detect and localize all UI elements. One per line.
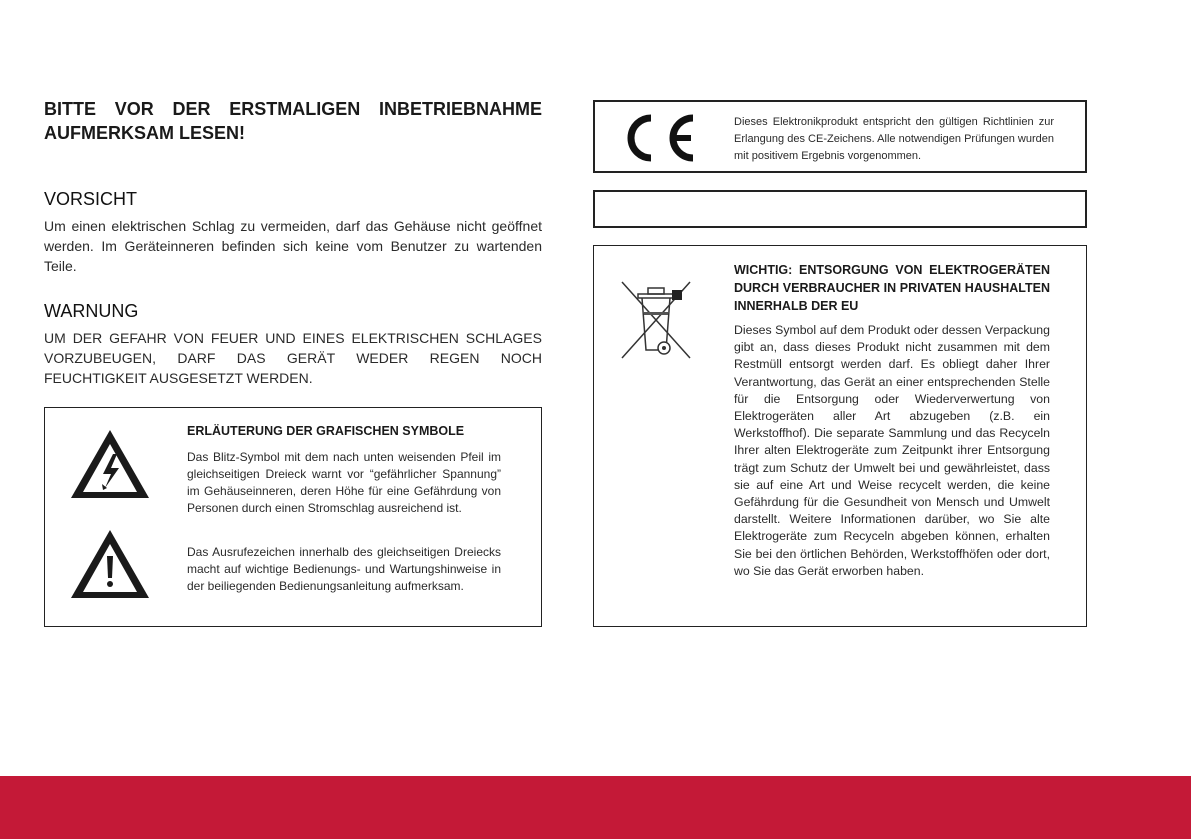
ce-text: Dieses Elektronikprodukt entspricht den gültigen Richtlinien zur Erlangung des CE-Zeichens. Alle notwendigen Prüfungen wurden mit positivem Ergebnis vorgenommen. [734,116,1054,162]
ce-mark-logo [615,110,699,171]
page-title: BITTE VOR DER ERSTMALIGEN INBETRIEBNAHME AUFMERKSAM LESEN! [44,99,542,143]
lightning-explanation: Das Blitz-Symbol mit dem nach unten weisenden Pfeil im gleichseitigen Dreieck warnt vor “gefährlicher Spannung” im Gehäuseinneren, deren Höhe für eine Gefährdung von Personen durch einen Stromschlag ausreichend ist. [187,450,501,515]
symbols-box-title: ERLÄUTERUNG DER GRAFISCHEN SYMBOLE [187,424,465,438]
exclamation-warning-icon [67,526,153,607]
disposal-title: WICHTIG: ENTSORGUNG VON ELEKTROGERÄTEN DURCH VERBRAUCHER IN PRIVATEN HAUSHALTEN INNERHALB DER EU [734,263,1050,313]
warning-text: UM DER GEFAHR VON FEUER UND EINES ELEKTRISCHEN SCHLAGES VORZUBEUGEN, DARF DAS GERÄT WEDER REGEN NOCH FEUCHTIGKEIT AUSGESETZT WERDEN. [44,330,542,386]
exclamation-explanation: Das Ausrufezeichen innerhalb des gleichseitigen Dreiecks macht auf wichtige Bedienungs- und Wartungshinweise in der beiliegenden Bedienungsanleitung aufmerksam. [187,545,501,593]
footer-band [0,776,1191,839]
caution-text: Um einen elektrischen Schlag zu vermeiden, darf das Gehäuse nicht geöffnet werden. Im Geräteinneren befinden sich keine vom Benutzer zu wartenden Teile. [44,218,542,274]
lightning-warning-icon [67,426,153,507]
warning-title: WARNUNG [44,301,139,321]
disposal-text: Dieses Symbol auf dem Produkt oder dessen Verpackung gibt an, dass dieses Produkt nicht zusammen mit dem Restmüll entsorgt werden darf. Es obliegt daher Ihrer Verantwortung, das Gerät an einer entsprechenden Stelle für die Entsorgung oder Wiederverwertung von Elektrogeräten aller Art abzugeben (z.B. ein Werkstoffhof). Die separate Sammlung und das Recyceln Ihrer alten Elektrogeräte zum Zeitpunkt ihrer Entsorgung trägt zum Schutz der Umwelt bei und gewährleistet, dass sie auf eine Art und Weise recycelt werden, die keine Gefährdung für die Gesundheit von Mensch und Umwelt darstellt. Weitere Informationen darüber, wo Sie alte Elektrogeräte zum Recyceln abgeben können, erhalten Sie bei den örtlichen Behörden, Werkstoffhöfen oder dort, wo Sie das Gerät erworben haben. [734,323,1050,578]
disposal-box [593,245,1087,627]
empty-box [593,190,1087,228]
crossed-bin-icon [616,278,696,369]
symbols-explanation-box [44,407,542,627]
caution-title: VORSICHT [44,189,138,209]
ce-box [593,100,1087,173]
